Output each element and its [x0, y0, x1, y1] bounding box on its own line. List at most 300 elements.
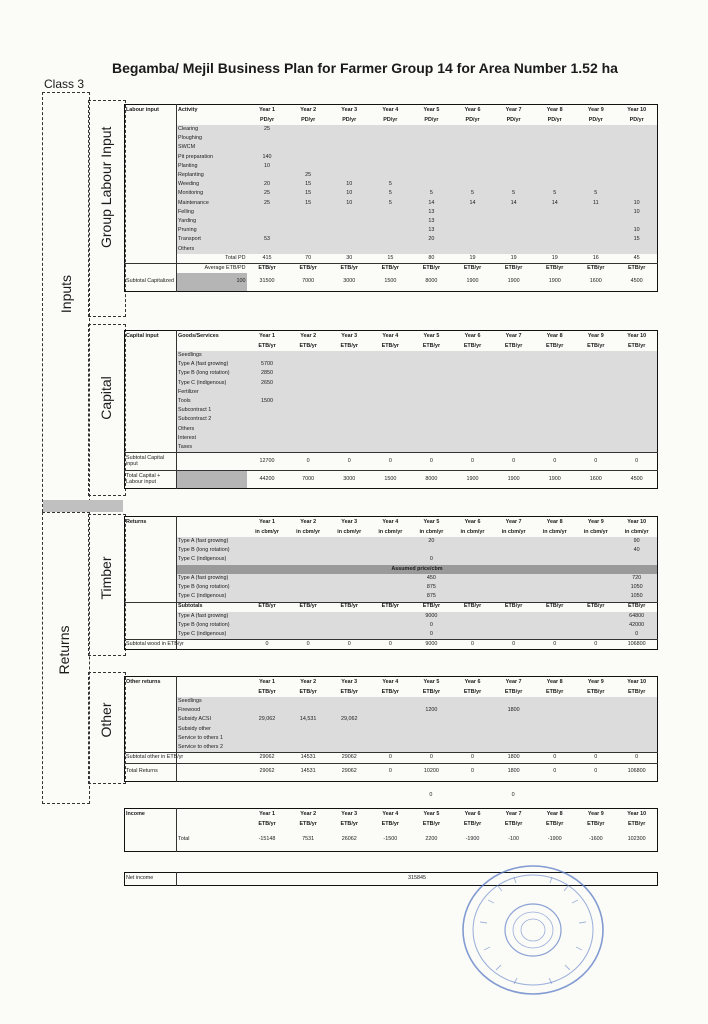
labour-label: Group Labour Input [98, 126, 114, 248]
cell-value [247, 134, 288, 143]
cell-value: 1050 [616, 583, 657, 592]
cell-value [452, 725, 493, 734]
cell-value [370, 162, 411, 171]
year-header: Year 5 [423, 810, 440, 817]
row-label: Type A (fast growing) [177, 360, 247, 369]
cell-value [370, 574, 411, 583]
cell-value: 1800 [493, 706, 534, 715]
cell-value [329, 245, 370, 254]
year-header: Year 3 [341, 106, 358, 113]
cell-value [534, 592, 575, 602]
cell-value: 1800 [493, 753, 534, 763]
year-header: Year 4 [382, 810, 399, 817]
cell-value [575, 388, 616, 397]
cell-value [493, 351, 534, 360]
other-table [124, 676, 658, 782]
table-row [125, 217, 658, 226]
cell-value [246, 792, 287, 798]
cell-value [329, 734, 370, 743]
cell-value [452, 556, 493, 565]
table-row [125, 226, 658, 235]
cell-value: 0 [534, 753, 575, 763]
cell-value: 3000 [329, 471, 370, 489]
cell-value [288, 425, 329, 434]
cell-value [329, 370, 370, 379]
cell-value [452, 697, 493, 706]
cell-value [534, 621, 575, 630]
cell-value [288, 556, 329, 565]
cell-value [452, 235, 493, 244]
cell-value [247, 245, 288, 254]
row-label: Seedlings [177, 351, 247, 360]
page-title: Begamba/ Mejil Business Plan for Farmer Group 14 for Area Number 1.52 ha [112, 60, 618, 76]
year-header: Year 4 [382, 106, 399, 113]
year-header: Year 10 [627, 678, 647, 685]
year-header: Year 3 [341, 518, 358, 525]
cell-value [575, 235, 616, 244]
cell-value [493, 144, 534, 153]
cell-value: 15 [387, 254, 394, 261]
cell-value [493, 245, 534, 254]
row-label: Pruning [177, 226, 247, 235]
cell-value [288, 583, 329, 592]
cell-value [411, 370, 452, 379]
cell-value [493, 716, 534, 725]
unit-label: ETB/yr [381, 688, 400, 695]
cell-value: 0 [575, 753, 616, 763]
cell-value: 15 [288, 180, 329, 189]
cell-value [329, 397, 370, 406]
cell-value [616, 171, 657, 180]
cell-value: 5 [452, 190, 493, 199]
cell-value: 29062 [329, 763, 370, 781]
row-label: Transport [177, 235, 247, 244]
unit-label: ETB/yr [627, 688, 646, 695]
table-row [125, 199, 658, 208]
year-header: Year 9 [587, 678, 604, 685]
cell-value [452, 245, 493, 254]
unit-label: ETB/yr [329, 602, 370, 612]
row-label: Service to others 1 [177, 734, 247, 743]
cell-value [616, 697, 657, 706]
cell-value [370, 245, 411, 254]
cell-value [329, 388, 370, 397]
cell-value [575, 217, 616, 226]
unit-label: ETB/yr [504, 342, 523, 349]
cell-value [616, 379, 657, 388]
total-returns-row [125, 763, 658, 781]
table-row [125, 592, 658, 602]
cell-value [247, 592, 288, 602]
cell-value: 20 [247, 180, 288, 189]
cell-value [370, 235, 411, 244]
row-label: Subtotal Capitalized [125, 273, 177, 291]
unit-row [125, 116, 658, 125]
unit-label: PD/yr [588, 116, 603, 123]
unit-label: ETB/yr [258, 820, 276, 827]
cell-value: 7000 [302, 278, 315, 285]
labour-subtotal-row [125, 273, 658, 291]
cell-value [247, 743, 288, 753]
cell-value [329, 592, 370, 602]
cell-value [329, 153, 370, 162]
cell-value [616, 725, 657, 734]
cell-value [411, 725, 452, 734]
cell-value [329, 612, 370, 621]
year-header: Year 5 [423, 518, 440, 525]
cell-value [575, 443, 616, 453]
cell-value: 0 [534, 640, 575, 650]
cell-value: -1900 [547, 836, 562, 843]
table-row [125, 425, 658, 434]
cell-value [452, 716, 493, 725]
cell-value [288, 144, 329, 153]
cell-value [452, 180, 493, 189]
table-row [125, 171, 658, 180]
year-header: Year 10 [627, 518, 647, 525]
cell-value: 2650 [247, 379, 288, 388]
cell-value [329, 443, 370, 453]
cell-value [452, 621, 493, 630]
cell-value [329, 144, 370, 153]
cell-value [247, 706, 288, 715]
unit-label: ETB/yr [258, 688, 276, 695]
cell-value [247, 406, 288, 415]
cell-value: 25 [247, 125, 288, 134]
cell-value: 0 [370, 453, 411, 471]
cell-value [493, 612, 534, 621]
table-row [125, 379, 658, 388]
cell-value: 0 [329, 640, 370, 650]
labour-total-row [125, 254, 658, 264]
unit-label: ETB/yr [493, 264, 534, 274]
cell-value [452, 434, 493, 443]
cell-value [452, 592, 493, 602]
cell-value [329, 406, 370, 415]
cell-value [329, 583, 370, 592]
cell-value [452, 612, 493, 621]
unit-row [125, 602, 658, 612]
cell-value [247, 226, 288, 235]
cell-value [616, 406, 657, 415]
year-header: Year 1 [259, 106, 275, 113]
unit-label: PD/yr [342, 116, 357, 123]
table-row [125, 360, 658, 369]
cell-value [247, 351, 288, 360]
timber-label: Timber [98, 556, 114, 600]
capital-total-row [125, 471, 658, 489]
cell-value [370, 725, 411, 734]
cell-value [247, 734, 288, 743]
cell-value [247, 574, 288, 583]
cell-value [288, 743, 329, 753]
timber-year-row [125, 517, 658, 529]
table-row [125, 235, 658, 244]
unit-label: ETB/yr [288, 264, 329, 274]
cell-value [493, 434, 534, 443]
row-label: Average ETB/PD [177, 264, 247, 274]
year-header: Year 9 [587, 518, 604, 525]
row-label: SWCM [177, 144, 247, 153]
cell-value: 12700 [247, 453, 288, 471]
cell-value: 0 [493, 640, 534, 650]
year-header: Year 6 [464, 518, 481, 525]
year-header: Year 1 [259, 518, 275, 525]
cell-value: 14531 [288, 753, 329, 763]
cell-value [452, 162, 493, 171]
unit-label: ETB/yr [463, 342, 482, 349]
other-subtotal-row [125, 753, 658, 763]
cell-value [452, 397, 493, 406]
cell-value: 25 [288, 171, 329, 180]
unit-label: PD/yr [506, 116, 521, 123]
cell-value [534, 612, 575, 621]
cell-value [493, 235, 534, 244]
cell-value: 0 [429, 792, 433, 798]
cell-value [411, 397, 452, 406]
other-header-c1: Other returns [125, 677, 177, 689]
cell-value [493, 208, 534, 217]
cell-value [534, 162, 575, 171]
year-header: Year 5 [423, 678, 440, 685]
cell-value [534, 706, 575, 715]
cell-value: 875 [411, 592, 452, 602]
cell-value [575, 697, 616, 706]
cell-value [411, 144, 452, 153]
table-row [125, 406, 658, 415]
row-label: Others [177, 425, 247, 434]
cell-value: 10 [329, 190, 370, 199]
year-header: Year 1 [259, 810, 275, 817]
cell-value [493, 360, 534, 369]
row-label: Clearing [177, 125, 247, 134]
gap-shade [43, 500, 123, 512]
other-below-row [246, 792, 657, 798]
cell-value: 0 [411, 621, 452, 630]
cell-value: 9000 [411, 640, 452, 650]
cell-value [452, 583, 493, 592]
cell-value [288, 546, 329, 555]
table-row [125, 180, 658, 189]
price-band-row [125, 565, 658, 574]
row-label: Weeding [177, 180, 247, 189]
cell-value [452, 217, 493, 226]
cell-value [288, 125, 329, 134]
row-label: Type C (indigenous) [177, 556, 247, 565]
cell-value [616, 190, 657, 199]
cell-value [493, 416, 534, 425]
cell-value [329, 217, 370, 226]
cell-value [493, 153, 534, 162]
cell-value: 0 [247, 640, 288, 650]
cell-value [288, 360, 329, 369]
cell-value [616, 351, 657, 360]
cell-value [247, 425, 288, 434]
cell-value: 0 [534, 453, 575, 471]
cell-value [575, 351, 616, 360]
cell-value: 7531 [302, 836, 315, 843]
cell-value [493, 574, 534, 583]
row-label: Type A (fast growing) [177, 574, 247, 583]
cell-value [616, 180, 657, 189]
cell-value [575, 125, 616, 134]
cell-value [370, 217, 411, 226]
cell-value [370, 621, 411, 630]
table-row [125, 162, 658, 171]
circular-seal-icon [458, 860, 608, 1000]
table-row [125, 245, 658, 254]
cell-value: 0 [411, 630, 452, 640]
cell-value [452, 443, 493, 453]
year-header: Year 7 [505, 810, 522, 817]
unit-row [125, 820, 658, 829]
unit-label: ETB/yr [546, 342, 564, 349]
table-row [125, 434, 658, 443]
cell-value: 19 [551, 254, 558, 261]
cell-value: 44200 [247, 471, 288, 489]
cell-value: 0 [370, 753, 411, 763]
cell-value [288, 370, 329, 379]
unit-label: ETB/yr [452, 602, 493, 612]
cell-value: 106800 [616, 640, 657, 650]
unit-label: ETB/yr [422, 342, 441, 349]
cell-value: 5 [370, 180, 411, 189]
cell-value: 5 [411, 190, 452, 199]
unit-row [125, 342, 658, 351]
cell-value [575, 134, 616, 143]
capital-header-c2: Goods/Services [178, 332, 219, 339]
cell-value: 1900 [548, 278, 561, 285]
table-row [125, 370, 658, 379]
cell-value: 9000 [411, 612, 452, 621]
average-etb-value: 100 [177, 273, 247, 291]
cell-value [247, 144, 288, 153]
cell-value [452, 546, 493, 555]
cell-value [329, 134, 370, 143]
cell-value [493, 697, 534, 706]
cell-value: 13 [411, 208, 452, 217]
cell-value [493, 537, 534, 546]
cell-value [411, 716, 452, 725]
cell-value: 29062 [329, 753, 370, 763]
cell-value [247, 546, 288, 555]
cell-value: 1050 [616, 592, 657, 602]
cell-value [575, 162, 616, 171]
cell-value [370, 697, 411, 706]
year-header: Year 10 [627, 106, 647, 113]
year-header: Year 8 [546, 518, 563, 525]
cell-value: 720 [616, 574, 657, 583]
unit-label: PD/yr [465, 116, 480, 123]
cell-value [493, 397, 534, 406]
cell-value [493, 592, 534, 602]
row-label: Pit preparation [177, 153, 247, 162]
cell-value [452, 171, 493, 180]
cell-value: 1900 [534, 471, 575, 489]
unit-label: ETB/yr [247, 264, 288, 274]
timber-header-c1: Returns [125, 517, 177, 529]
year-header: Year 2 [300, 106, 317, 113]
cell-value [411, 153, 452, 162]
cell-value: 2200 [425, 836, 438, 843]
unit-label: PD/yr [301, 116, 316, 123]
cell-value [370, 208, 411, 217]
unit-label: ETB/yr [546, 688, 564, 695]
table-row [125, 697, 658, 706]
cell-value [493, 425, 534, 434]
cell-value: 20 [411, 537, 452, 546]
cell-value [329, 171, 370, 180]
row-label: Subcontract 2 [177, 416, 247, 425]
cell-value [534, 697, 575, 706]
cell-value [329, 379, 370, 388]
cell-value: 14531 [288, 763, 329, 781]
cell-value [288, 697, 329, 706]
cell-value: 5 [370, 199, 411, 208]
unit-label: ETB/yr [340, 688, 358, 695]
cell-value [329, 706, 370, 715]
row-label [177, 640, 247, 650]
cell-value [493, 370, 534, 379]
cell-value [575, 556, 616, 565]
cell-value [534, 226, 575, 235]
row-label: Subsidy other [177, 725, 247, 734]
cell-value [288, 434, 329, 443]
cell-value: 31500 [259, 278, 275, 285]
cell-value [288, 245, 329, 254]
unit-label: ETB/yr [422, 820, 441, 827]
cell-value [411, 697, 452, 706]
capital-header-c1: Capital input [125, 331, 177, 343]
cell-value [411, 406, 452, 415]
row-label: Type A (fast growing) [177, 537, 247, 546]
year-header: Year 5 [423, 106, 440, 113]
cell-value: 5 [493, 190, 534, 199]
cell-value [329, 556, 370, 565]
unit-label: ETB/yr [258, 342, 276, 349]
class-label: Class 3 [44, 77, 85, 91]
cell-value [247, 434, 288, 443]
cell-value [288, 621, 329, 630]
cell-value [575, 379, 616, 388]
cell-value [575, 144, 616, 153]
cell-value [370, 406, 411, 415]
cell-value [452, 743, 493, 753]
cell-value [575, 630, 616, 640]
cell-value [411, 734, 452, 743]
row-label: Type C (indigenous) [177, 379, 247, 388]
cell-value: 0 [616, 753, 657, 763]
cell-value [370, 226, 411, 235]
cell-value [616, 743, 657, 753]
unit-label: ETB/yr [329, 264, 370, 274]
cell-value [616, 388, 657, 397]
labour-header-c2: Activity [178, 106, 198, 113]
cell-value [411, 180, 452, 189]
table-row [125, 546, 658, 555]
cell-value [575, 171, 616, 180]
cell-value [247, 556, 288, 565]
income-year-row [125, 809, 658, 821]
cell-value [370, 388, 411, 397]
year-header: Year 6 [464, 678, 481, 685]
other-label: Other [98, 702, 114, 738]
cell-value [411, 245, 452, 254]
timber-subtotal-row: Subtotal wood in ETB/yr 0 0 0 0 9000 0 0 0 0 106800 [125, 640, 658, 650]
cell-value [493, 630, 534, 640]
cell-value: 13 [411, 226, 452, 235]
cell-value [534, 217, 575, 226]
